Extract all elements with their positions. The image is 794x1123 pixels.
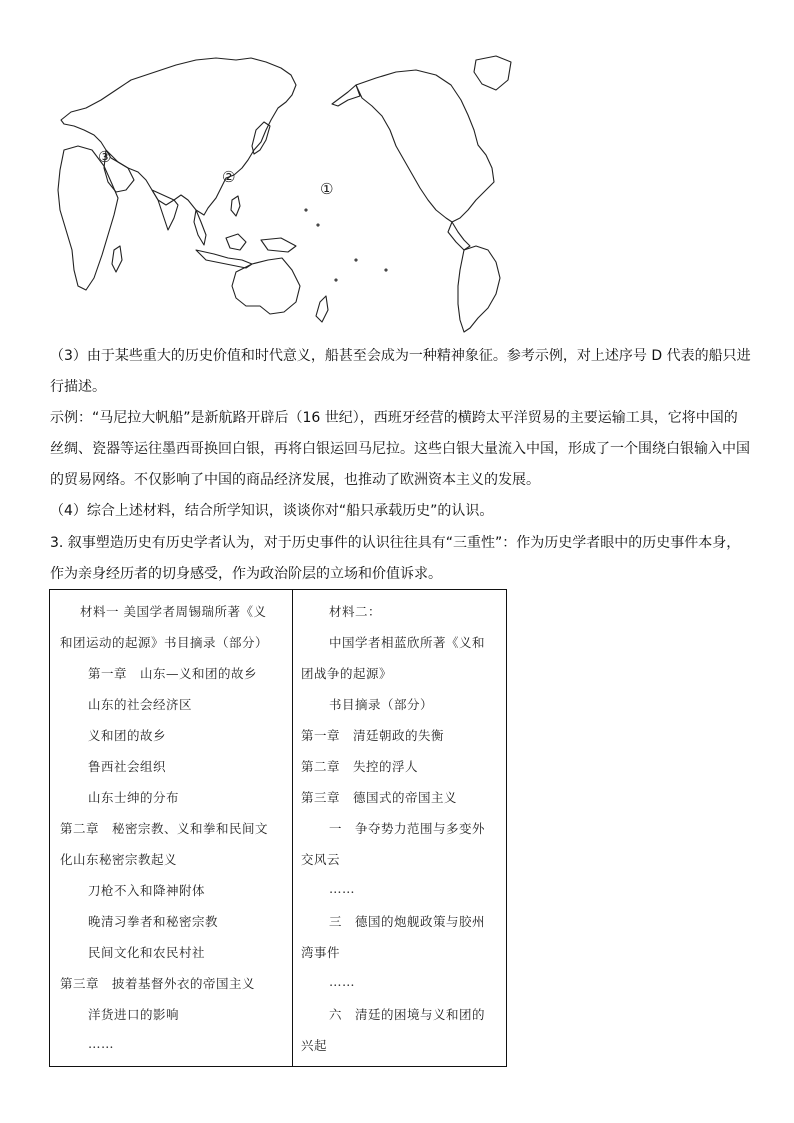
india-coast [152, 190, 178, 230]
south-america-coast [458, 246, 500, 332]
table-line: 化山东秘密宗教起义 [60, 852, 178, 867]
example-line-1: 示例：“马尼拉大帆船”是新航路开辟后（16 世纪），西班牙经营的横跨太平洋贸易的主要运输工具，它将中国的 [50, 410, 738, 426]
example-line-3: 的贸易网络。不仅影响了中国的商品经济发展，也推动了欧洲资本主义的发展。 [50, 472, 540, 488]
question-3-line-1: （3）由于某些重大的历史价值和时代意义，船甚至会成为一种精神象征。参考示例，对上述序号 D 代表的船只进 [50, 348, 751, 364]
map-outline [56, 50, 516, 335]
new-guinea [261, 238, 296, 252]
map-label-3: ③ [98, 148, 112, 166]
indonesia-1 [196, 250, 252, 268]
question-4: （4）综合上述材料，结合所学知识，谈谈你对“船只承载历史”的认识。 [50, 503, 494, 519]
table-line: 第三章 披着基督外衣的帝国主义 [60, 976, 256, 991]
table-line: 第二章 秘密宗教、义和拳和民间文 [60, 821, 269, 836]
madagascar [112, 246, 122, 272]
table-line: 第二章 失控的浮人 [301, 759, 419, 774]
table-line: 洋货进口的影响 [88, 1007, 180, 1022]
table-line: …… [329, 881, 355, 896]
philippines [231, 196, 240, 216]
central-america [448, 222, 470, 250]
table-line: 交风云 [301, 852, 341, 867]
table-line: 湾事件 [301, 945, 341, 960]
material-2-column [293, 590, 506, 1066]
greenland [474, 56, 511, 90]
table-line: 六 清廷的困境与义和团的 [329, 1007, 486, 1022]
eurasia-coast [61, 58, 296, 215]
australia-coast [232, 258, 300, 314]
example-block [50, 403, 760, 496]
map-label-1: ① [320, 180, 334, 198]
table-line: 和团运动的起源》书目摘录（部分） [60, 635, 269, 650]
table-line: 三 德国的炮舰政策与胶州 [329, 914, 486, 929]
table-line: 义和团的故乡 [88, 728, 167, 743]
new-zealand [316, 296, 328, 322]
table-line: 民间文化和农民村社 [88, 945, 206, 960]
north-america-coast [356, 70, 494, 222]
table-line: 第三章 德国式的帝国主义 [301, 790, 458, 805]
table-line: 鲁西社会组织 [88, 759, 167, 774]
material-table [49, 589, 507, 1067]
indonesia-2 [226, 234, 246, 250]
table-line: 材料一 美国学者周锡瑞所著《义 [80, 604, 267, 619]
table-line: 第一章 清廷朝政的失衡 [301, 728, 445, 743]
table-line: 一 争夺势力范围与多变外 [329, 821, 486, 836]
africa-coast [58, 146, 118, 290]
table-line: 团战争的起源》 [301, 666, 393, 681]
alaska [332, 85, 360, 106]
question-3-main-line-1: 3. 叙事塑造历史有历史学者认为，对于历史事件的认识往往具有“三重性”：作为历史学者眼中的历史事件本身， [50, 535, 741, 551]
table-line: 晚清习拳者和秘密宗教 [88, 914, 219, 929]
table-line: 山东的社会经济区 [88, 697, 193, 712]
world-map [56, 50, 516, 335]
table-line: …… [88, 1036, 114, 1051]
material-1-column [50, 590, 293, 1066]
table-line: 中国学者相蓝欣所著《义和 [329, 635, 486, 650]
table-line: 山东士绅的分布 [88, 790, 180, 805]
table-line: 书目摘录（部分） [329, 697, 434, 712]
question-3-line-2: 行描述。 [50, 379, 106, 395]
table-line: 刀枪不入和降神附体 [88, 883, 206, 898]
map-label-2: ② [222, 168, 236, 186]
table-line: 材料二： [329, 604, 382, 619]
table-line: 兴起 [301, 1038, 328, 1053]
example-line-2: 丝绸、瓷器等运往墨西哥换回白银，再将白银运回马尼拉。这些白银大量流入中国，形成了一个围绕白银输入中国 [50, 441, 750, 457]
question-3-block [50, 341, 760, 403]
table-line: …… [329, 974, 355, 989]
question-3-main [50, 528, 760, 590]
question-3-main-line-2: 作为亲身经历者的切身感受，作为政治阶层的立场和价值诉求。 [50, 566, 442, 582]
table-line: 第一章 山东—义和团的故乡 [88, 666, 258, 681]
